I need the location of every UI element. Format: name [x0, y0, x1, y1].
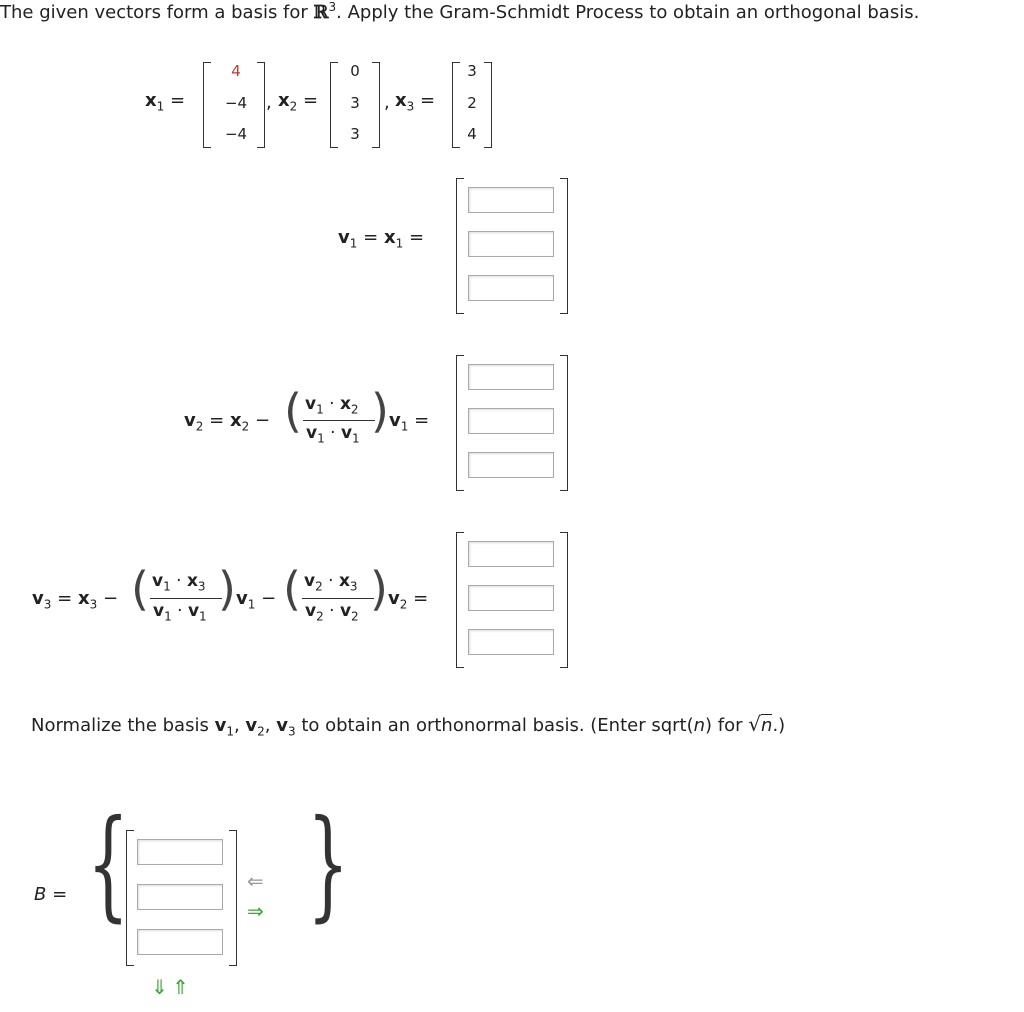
v3-input-1[interactable]	[468, 541, 554, 567]
down-arrow-icon[interactable]: ⇓	[151, 975, 168, 999]
v3-input-3[interactable]	[468, 629, 554, 655]
x2-label: $x_2$ =	[278, 90, 319, 114]
basis-input-3[interactable]	[137, 929, 223, 955]
v1-equation: $v_1 = x_1$ =	[338, 227, 425, 251]
v2-input-1[interactable]	[468, 364, 554, 390]
x3-label: $x_3$ =	[395, 90, 436, 114]
x2-value-2: 3	[350, 94, 360, 112]
basis-input-2[interactable]	[137, 884, 223, 910]
basis-label: B =	[34, 884, 68, 905]
x1-value-2: −4	[224, 94, 248, 112]
x2-value-1: 0	[350, 62, 360, 80]
normalize-instruction: Normalize the basis $v_1$, $v_2$, $v_3$ to obtain an orthonormal basis. (Enter sqrt(n) for √n.)	[31, 712, 786, 739]
v2-fraction-denominator: $v_1 \cdot v_1$	[306, 423, 360, 446]
x3-value-2: 2	[467, 94, 477, 112]
up-arrow-icon[interactable]: ⇑	[172, 975, 189, 999]
right-brace: }	[307, 795, 350, 934]
v2-equation-lhs: $v_2 = x_2$ −	[184, 410, 271, 434]
v1-input-3[interactable]	[468, 275, 554, 301]
v1-input-2[interactable]	[468, 231, 554, 257]
prompt-text: The given vectors form a basis for ℝ$^3$. Apply the Gram-Schmidt Process to obtain an orthogonal basis.	[0, 0, 920, 23]
v2-input-3[interactable]	[468, 452, 554, 478]
v1-input-1[interactable]	[468, 187, 554, 213]
x1-value-3: −4	[224, 125, 248, 143]
x2-value-3: 3	[350, 125, 360, 143]
right-arrow-icon[interactable]: ⇒	[247, 899, 264, 923]
v3-input-2[interactable]	[468, 585, 554, 611]
v2-input-2[interactable]	[468, 408, 554, 434]
x1-label: $x_1$ =	[145, 90, 186, 114]
left-brace: {	[87, 795, 130, 934]
x3-value-3: 4	[467, 125, 477, 143]
left-arrow-icon[interactable]: ⇐	[247, 869, 264, 893]
v2-fraction-numerator: $v_1 \cdot x_2$	[305, 394, 359, 417]
x1-value-1: 4	[231, 62, 241, 80]
v3-equation-lhs: $v_3 = x_3$ −	[32, 588, 119, 612]
basis-input-1[interactable]	[137, 839, 223, 865]
x3-value-1: 3	[467, 62, 477, 80]
